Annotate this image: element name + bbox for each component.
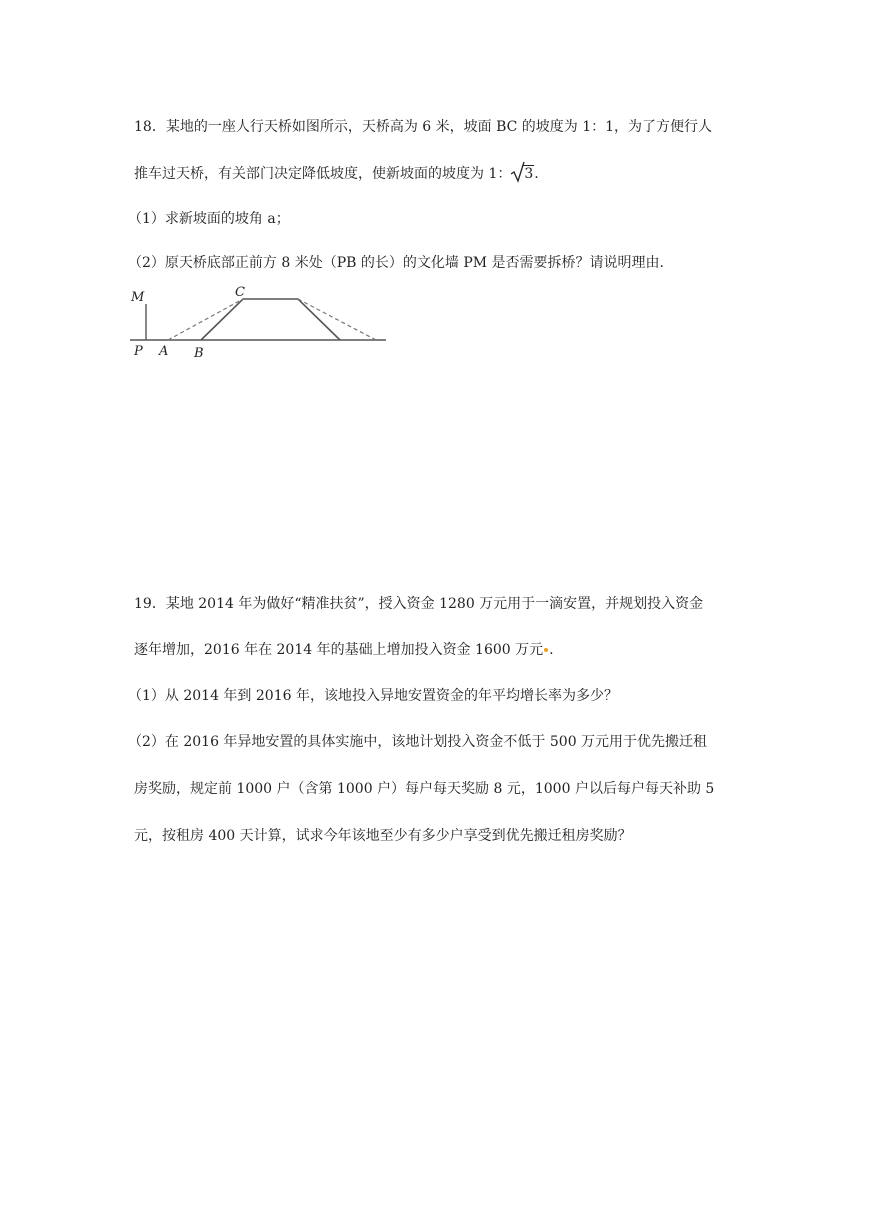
label-m: M xyxy=(131,290,145,305)
label-b: B xyxy=(194,346,204,361)
radical-sign-icon xyxy=(511,161,525,183)
label-p: P xyxy=(134,344,143,359)
q19-part2-line3: 元，按租房 400 天计算，试求今年该地至少有多少户享受到优先搬迁租房奖励？ xyxy=(134,828,632,844)
q18-line2-text: 推车过天桥，有关部门决定降低坡度，使新坡面的坡度为 1： xyxy=(134,166,512,182)
label-c: C xyxy=(235,285,245,300)
q19-line2 xyxy=(134,640,554,660)
sqrt-3 xyxy=(511,164,534,184)
q19-line1: 19．某地 2014 年为做好“精准扶贫”，授入资金 1280 万元用于一滴安置，并规划投入资金 xyxy=(134,596,704,612)
orange-dot-icon xyxy=(544,648,548,652)
q18-line2 xyxy=(134,164,539,184)
q19-part1: （1）从 2014 年到 2016 年，该地投入异地安置资金的年平均增长率为多少？ xyxy=(128,688,618,704)
sqrt-radicand: 3 xyxy=(524,166,534,182)
q19-part2-line2: 房奖励，规定前 1000 户（含第 1000 户）每户每天奖励 8 元，1000 户以后每户每天补助 5 xyxy=(134,781,715,797)
q19-line2-text: 逐年增加，2016 年在 2014 年的基础上增加投入资金 1600 万元 xyxy=(134,642,544,658)
q19-line2-end: . xyxy=(549,642,554,658)
q18-part2: （2）原天桥底部正前方 8 米处（PB 的长）的文化墙 PM 是否需要拆桥？请说明理由. xyxy=(128,255,664,271)
q18-part1: （1）求新坡面的坡角 a； xyxy=(128,211,290,227)
q19-part2-line1: （2）在 2016 年异地安置的具体实施中，该地计划投入资金不低于 500 万元用于优先搬迁租 xyxy=(128,734,708,750)
new-slope-left xyxy=(168,299,243,340)
bridge-figure xyxy=(128,282,390,362)
new-slope-right xyxy=(298,299,376,340)
bridge-trapezoid xyxy=(201,299,340,340)
q18-line2-end: . xyxy=(534,166,539,182)
q18-line1: 18．某地的一座人行天桥如图所示，天桥高为 6 米，坡面 BC 的坡度为 1：1，为了方便行人 xyxy=(134,119,713,135)
label-a: A xyxy=(159,344,169,359)
